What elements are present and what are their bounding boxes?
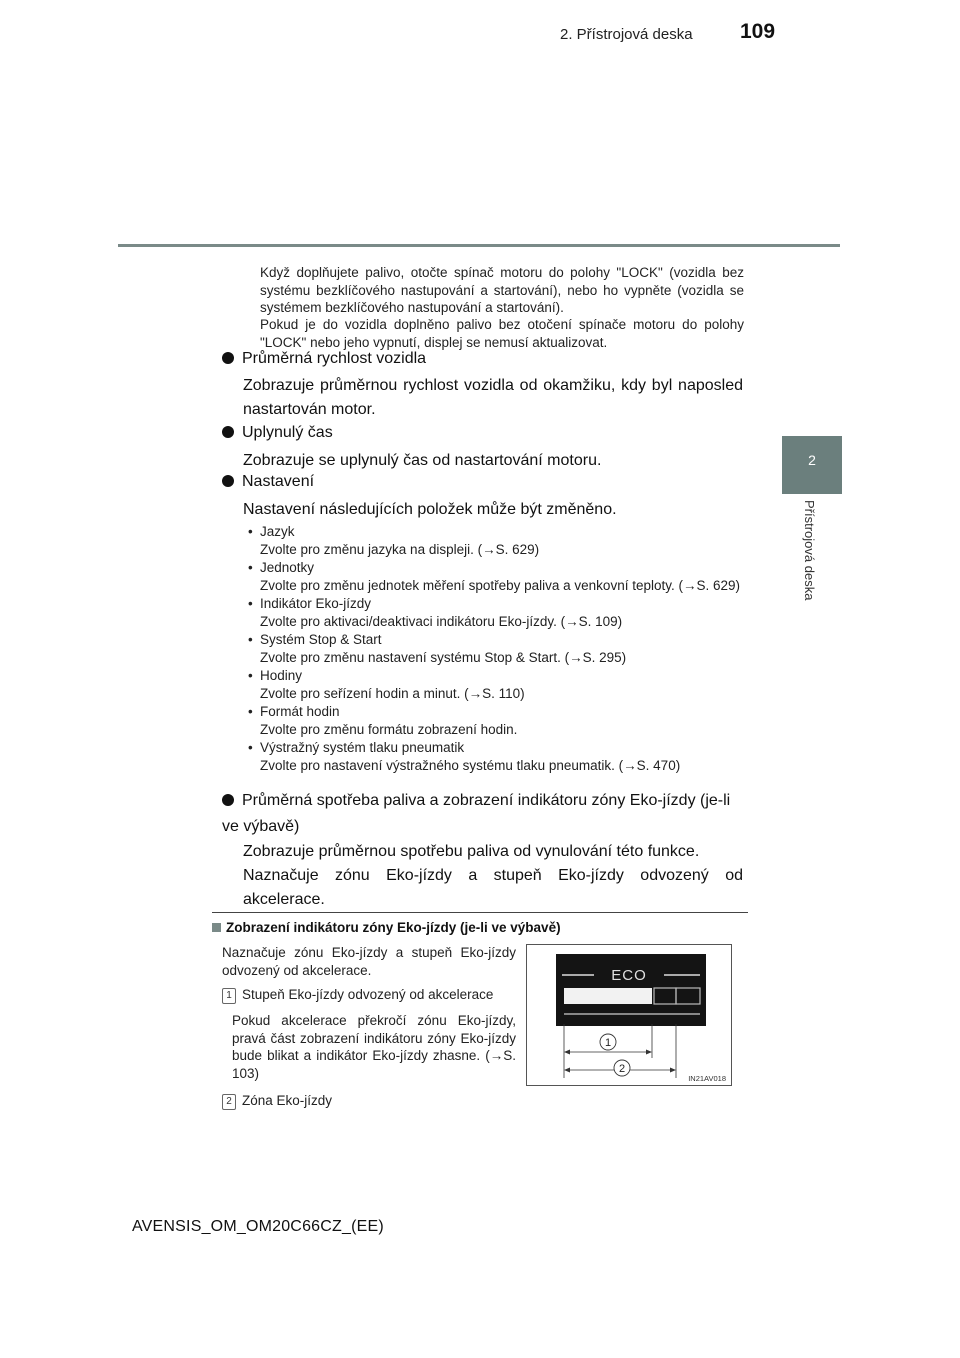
bullet-heading xyxy=(222,422,333,444)
list-item-name: Výstražný systém tlaku pneumatik xyxy=(260,740,465,755)
bullet-icon: • xyxy=(248,560,253,575)
list-item xyxy=(248,703,758,739)
bullet-icon: • xyxy=(248,632,253,647)
legend-item xyxy=(222,1092,516,1110)
list-item-name: Hodiny xyxy=(260,668,303,683)
header-section-title: 2. Přístrojová deska xyxy=(560,26,693,43)
header-divider xyxy=(118,244,840,247)
list-item xyxy=(248,631,758,667)
bullet-heading xyxy=(222,471,314,493)
list-item-desc: Zvolte pro nastavení výstražného systému tlaku pneumatik. (→S. 470) xyxy=(260,758,681,773)
intro-paragraph: Naznačuje zónu Eko-jízdy a stupeň Eko-jízdy odvozený od akcelerace. xyxy=(222,945,516,978)
bullet-icon: • xyxy=(248,524,253,539)
bullet-icon: • xyxy=(248,704,253,719)
legend-item xyxy=(222,986,516,1004)
bullet-dot-icon xyxy=(222,352,234,364)
list-item-name: Formát hodin xyxy=(260,704,340,719)
chapter-side-label xyxy=(802,500,822,620)
list-item xyxy=(248,739,758,775)
bullet-heading-text: Průměrná rychlost vozidla xyxy=(242,350,427,367)
list-item-name: Indikátor Eko-jízdy xyxy=(260,596,372,611)
list-item-desc: Zvolte pro aktivaci/deaktivaci indikátoru Eko-jízdy. (→S. 109) xyxy=(260,614,623,629)
callout-number-1: 1 xyxy=(604,1037,612,1049)
footer-document-code: AVENSIS_OM_OM20C66CZ_(EE) xyxy=(132,1218,384,1235)
legend-number-1: 1 xyxy=(222,988,236,1004)
bullet-heading xyxy=(222,348,426,370)
body-paragraph: Zobrazuje průměrnou rychlost vozidla od okamžiku, kdy byl naposled nastartován motor. xyxy=(243,377,743,418)
callout-number-2: 2 xyxy=(618,1063,626,1075)
figure-code: IN21AV018 xyxy=(688,1074,726,1083)
chapter-tab-number: 2 xyxy=(808,452,816,468)
eco-level-fill xyxy=(564,988,652,1004)
list-item-desc: Zvolte pro seřízení hodin a minut. (→S. 110) xyxy=(260,686,525,701)
settings-list xyxy=(248,523,758,775)
list-item xyxy=(248,595,758,631)
legend-note: Pokud akcelerace překročí zónu Eko-jízdy, pravá část zobrazení indikátoru zóny Eko-jízdy bude blikat a indikátor Eko-jízdy zhasne. (→S. 103) xyxy=(232,1013,516,1081)
bullet-dot-icon xyxy=(222,426,234,438)
eco-display-label: ECO xyxy=(611,967,647,984)
body-paragraph: Naznačuje zónu Eko-jízdy a stupeň Eko-jízdy odvozený od akcelerace. xyxy=(243,867,743,908)
bullet-heading xyxy=(222,788,742,840)
bullet-dot-icon xyxy=(222,794,234,806)
page-number: 109 xyxy=(740,20,776,43)
list-item-name: Systém Stop & Start xyxy=(260,632,382,647)
section-square-icon xyxy=(212,923,221,932)
legend-text-1: Stupeň Eko-jízdy odvozený od akcelerace xyxy=(242,987,494,1002)
eco-indicator-figure xyxy=(526,944,732,1086)
list-item-desc: Zvolte pro změnu jednotek měření spotřeby paliva a venkovní teploty. (→S. 629) xyxy=(260,578,740,593)
bullet-heading-text: Uplynulý čas xyxy=(242,424,333,441)
list-item-name: Jazyk xyxy=(260,524,295,539)
bullet-icon: • xyxy=(248,740,253,755)
note-paragraph: Pokud je do vozidla doplněno palivo bez otočení spínače motoru do polohy "LOCK" nebo jeho vypnutí, displej se nemusí aktualizovat. xyxy=(260,317,744,350)
body-paragraph: Zobrazuje průměrnou spotřebu paliva od vynulování této funkce. xyxy=(243,843,700,860)
list-item xyxy=(248,667,758,703)
section-heading xyxy=(212,920,561,935)
legend-number-2: 2 xyxy=(222,1094,236,1110)
legend-text-2: Zóna Eko-jízdy xyxy=(242,1093,333,1108)
bullet-dot-icon xyxy=(222,475,234,487)
list-item-desc: Zvolte pro změnu nastavení systému Stop & Start. (→S. 295) xyxy=(260,650,627,665)
section-heading-text: Zobrazení indikátoru zóny Eko-jízdy (je-li ve výbavě) xyxy=(226,920,561,935)
bullet-icon: • xyxy=(248,668,253,683)
body-paragraph: Nastavení následujících položek může být změněno. xyxy=(243,501,617,518)
bullet-icon: • xyxy=(248,596,253,611)
body-paragraph: Zobrazuje se uplynulý čas od nastartování motoru. xyxy=(243,452,602,469)
note-paragraph: Když doplňujete palivo, otočte spínač motoru do polohy "LOCK" (vozidla bez systému bezklíčového nastupování a startování), nebo ho vypněte (vozidla se systémem bezklíčového nastupování a startování). xyxy=(260,265,744,315)
list-item xyxy=(248,523,758,559)
eco-indicator-illustration xyxy=(526,944,732,1086)
list-item xyxy=(248,559,758,595)
bullet-heading-text: Průměrná spotřeba paliva a zobrazení indikátoru zóny Eko-jízdy (je-li ve výbavě) xyxy=(222,792,731,835)
section-divider xyxy=(212,912,748,913)
chapter-side-label-text: Přístrojová deska xyxy=(802,500,817,601)
bullet-heading-text: Nastavení xyxy=(242,473,315,490)
list-item-desc: Zvolte pro změnu formátu zobrazení hodin. xyxy=(260,722,518,737)
list-item-desc: Zvolte pro změnu jazyka na displeji. (→S. 629) xyxy=(260,542,540,557)
list-item-name: Jednotky xyxy=(260,560,315,575)
